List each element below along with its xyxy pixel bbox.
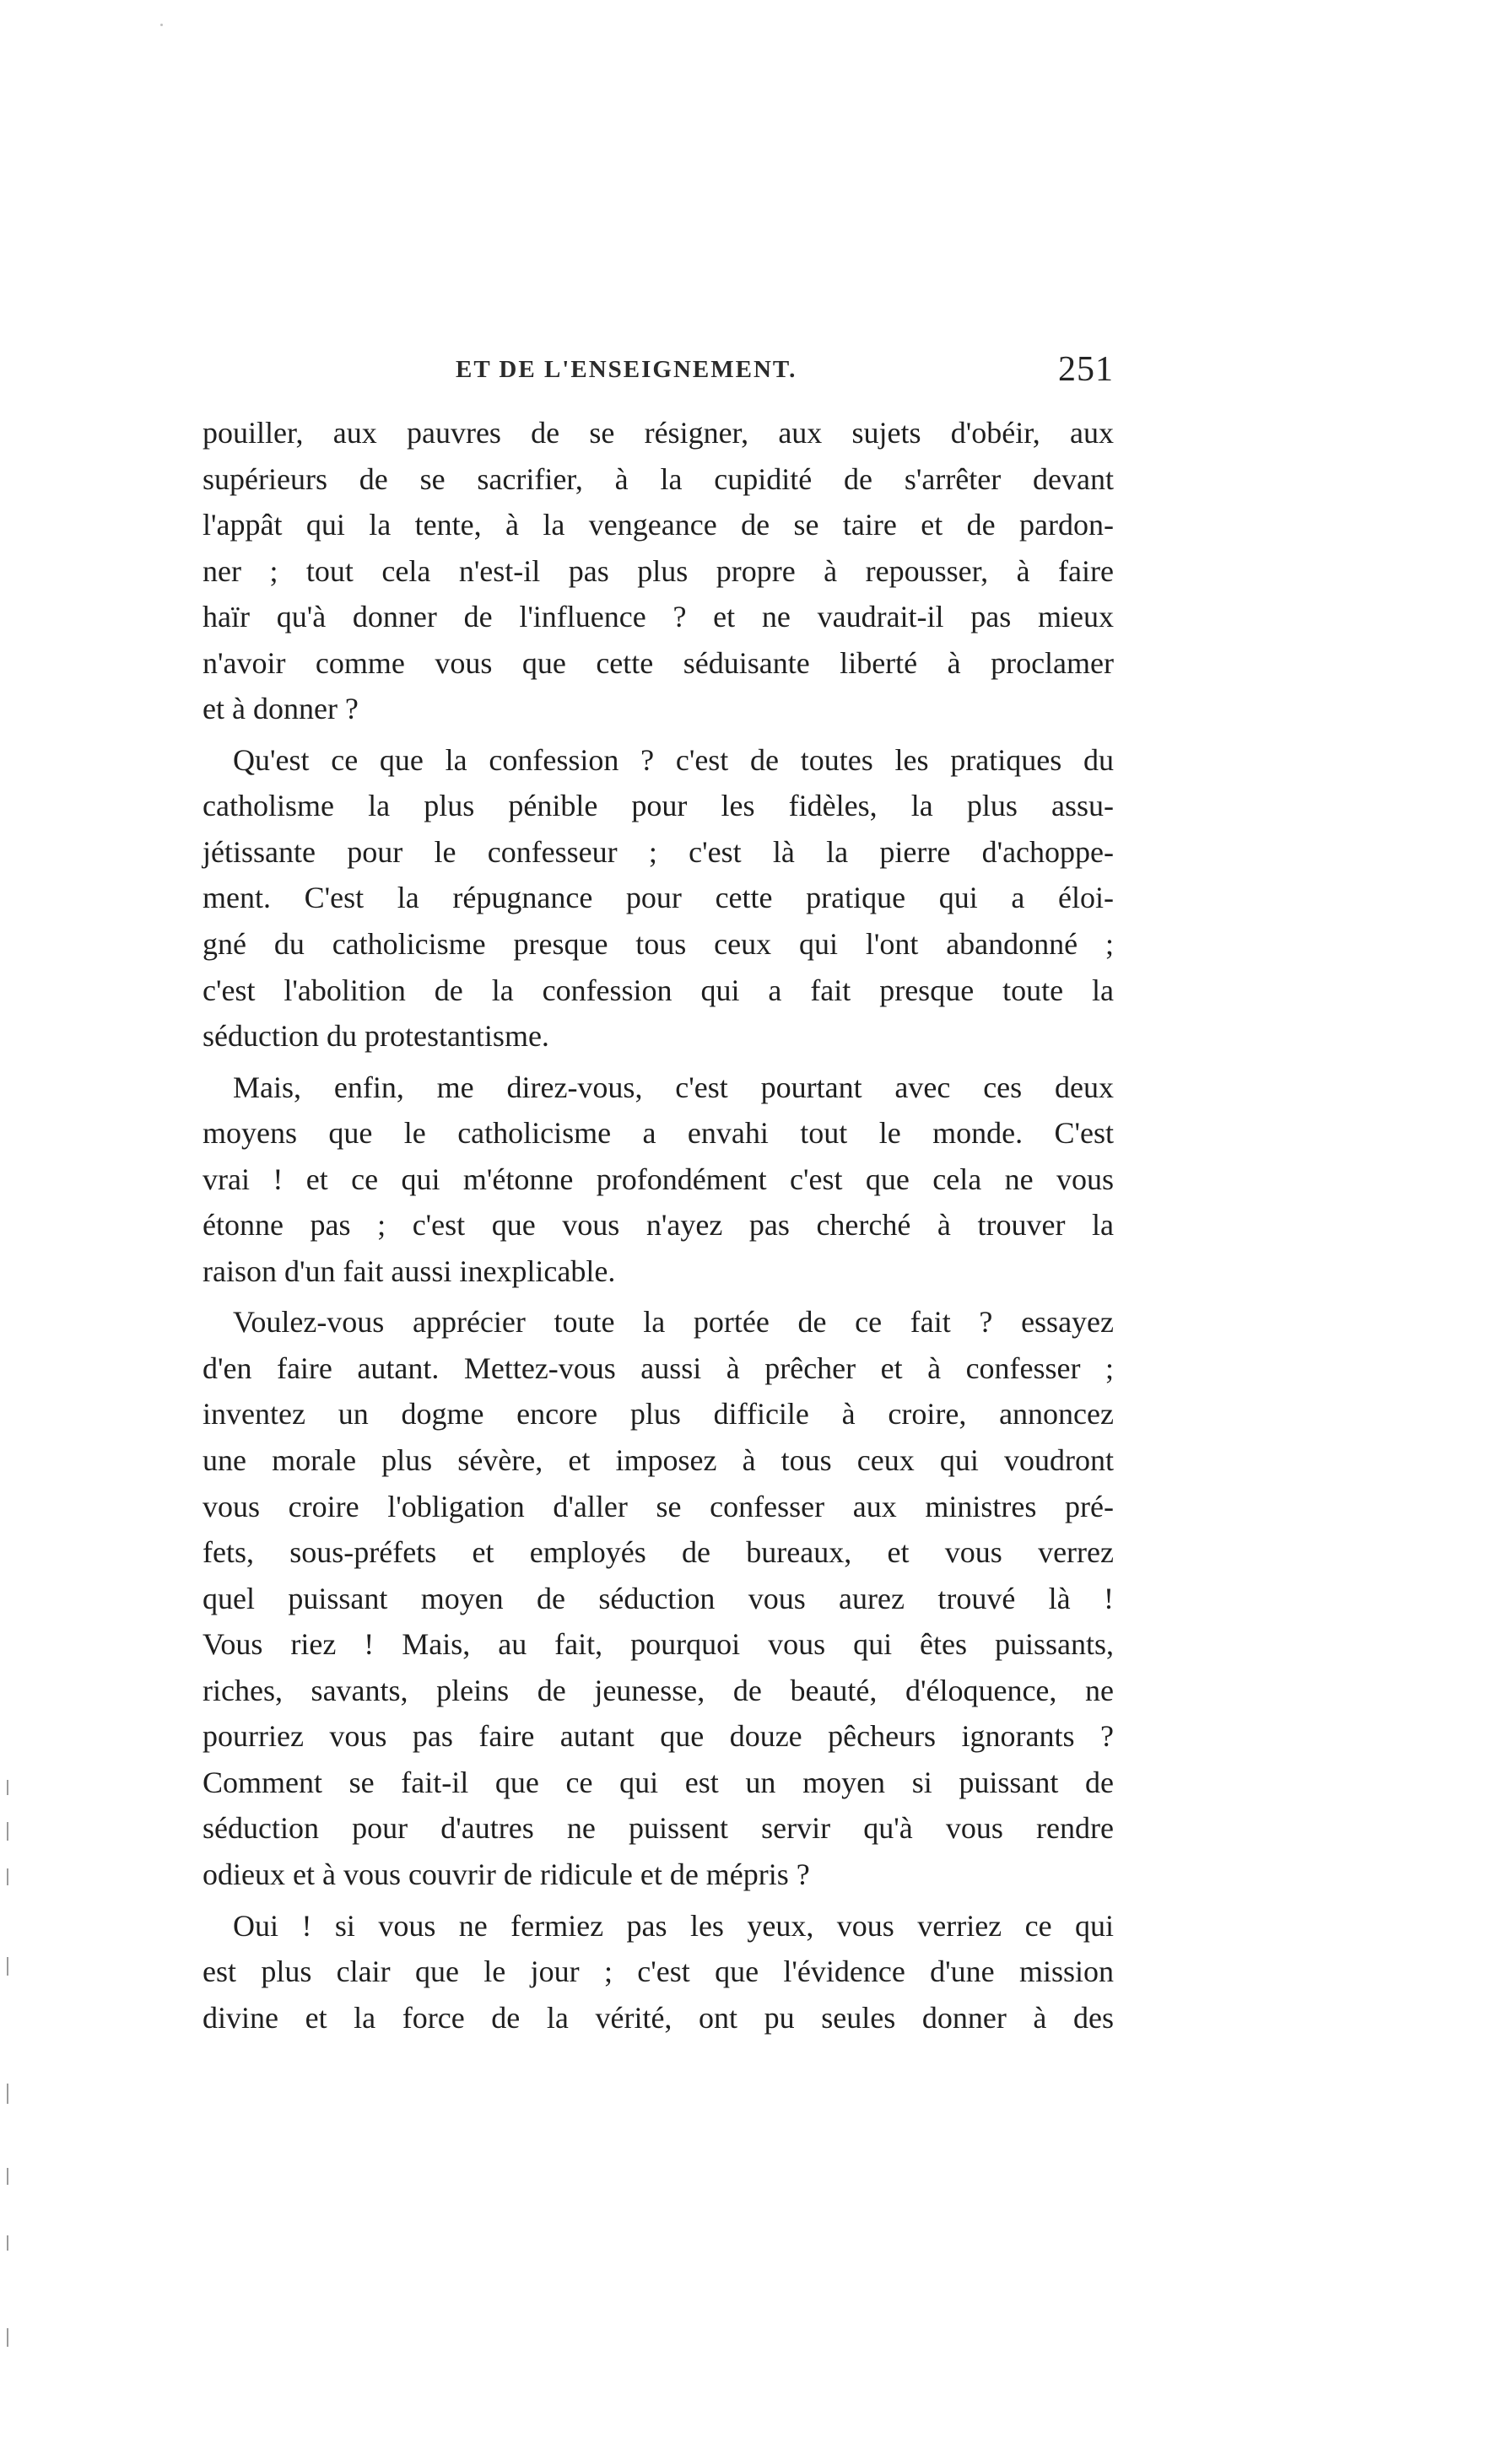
text-line: et à donner ? bbox=[203, 692, 359, 726]
text-line: pourriez vous pas faire autant que douze pêcheurs ignorants ? bbox=[203, 1719, 1114, 1754]
gutter-tick bbox=[7, 2168, 8, 2185]
text-line: gné du catholicisme presque tous ceux qui l'ont abandonné ; bbox=[203, 927, 1114, 962]
gutter-marks bbox=[0, 1729, 17, 2387]
text-line: étonne pas ; c'est que vous n'ayez pas cherché à trouver la bbox=[203, 1208, 1114, 1243]
text-line: riches, savants, pleins de jeunesse, de beauté, d'éloquence, ne bbox=[203, 1673, 1114, 1707]
text-line: séduction pour d'autres ne puissent servir qu'à vous rendre bbox=[203, 1811, 1114, 1846]
paragraph-5 bbox=[203, 1903, 1114, 2041]
gutter-tick bbox=[7, 2328, 8, 2347]
paragraph-4 bbox=[203, 1299, 1114, 1897]
paragraph-3 bbox=[203, 1065, 1114, 1295]
text-line: haïr qu'à donner de l'influence ? et ne vaudrait-il pas mieux bbox=[203, 600, 1114, 634]
text-line: Vous riez ! Mais, au fait, pourquoi vous qui êtes puissants, bbox=[203, 1627, 1114, 1662]
running-title: ET DE L'ENSEIGNEMENT. bbox=[456, 356, 797, 383]
gutter-tick bbox=[7, 1957, 8, 1976]
text-line: inventez un dogme encore plus difficile à croire, annoncez bbox=[203, 1397, 1114, 1431]
text-line: moyens que le catholicisme a envahi tout le monde. C'est bbox=[203, 1116, 1114, 1151]
text-line: vous croire l'obligation d'aller se confesser aux ministres pré- bbox=[203, 1489, 1114, 1523]
gutter-tick bbox=[7, 2235, 8, 2251]
gutter-tick bbox=[7, 1868, 8, 1885]
text-line: Voulez-vous apprécier toute la portée de ce fait ? essayez bbox=[233, 1305, 1114, 1340]
paragraph-2 bbox=[203, 737, 1114, 1059]
text-line: ner ; tout cela n'est-il pas plus propre à repousser, à faire bbox=[203, 553, 1114, 588]
paragraph-1 bbox=[203, 410, 1114, 732]
text-line: odieux et à vous couvrir de ridicule et de mépris ? bbox=[203, 1857, 810, 1891]
text-line: vrai ! et ce qui m'étonne profondément c'est que cela ne vous bbox=[203, 1162, 1114, 1196]
gutter-tick bbox=[7, 2084, 8, 2104]
text-line: supérieurs de se sacrifier, à la cupidité de s'arrêter devant bbox=[203, 461, 1114, 496]
text-line: jétissante pour le confesseur ; c'est là la pierre d'achoppe- bbox=[203, 834, 1114, 869]
running-head bbox=[203, 349, 1114, 400]
text-line: pouiller, aux pauvres de se résigner, aux sujets d'obéir, aux bbox=[203, 416, 1114, 450]
text-line: l'appât qui la tente, à la vengeance de se taire et de pardon- bbox=[203, 508, 1114, 542]
text-line: Oui ! si vous ne fermiez pas les yeux, vous verriez ce qui bbox=[233, 1908, 1114, 1943]
text-line: Qu'est ce que la confession ? c'est de toutes les pratiques du bbox=[233, 742, 1114, 777]
text-line: raison d'un fait aussi inexplicable. bbox=[203, 1254, 616, 1288]
text-line: Comment se fait-il que ce qui est un moyen si puissant de bbox=[203, 1765, 1114, 1799]
text-line: Mais, enfin, me direz-vous, c'est pourtant avec ces deux bbox=[233, 1070, 1114, 1104]
gutter-tick bbox=[7, 1780, 8, 1795]
text-line: n'avoir comme vous que cette séduisante liberté à proclamer bbox=[203, 645, 1114, 680]
text-line: c'est l'abolition de la confession qui a fait presque toute la bbox=[203, 973, 1114, 1007]
text-line: une morale plus sévère, et imposez à tous ceux qui voudront bbox=[203, 1443, 1114, 1478]
gutter-tick bbox=[7, 1822, 8, 1841]
page-number: 251 bbox=[1058, 350, 1114, 389]
text-line: fets, sous-préfets et employés de bureaux, et vous verrez bbox=[203, 1535, 1114, 1570]
text-line: catholisme la plus pénible pour les fidèles, la plus assu- bbox=[203, 789, 1114, 823]
text-line: quel puissant moyen de séduction vous aurez trouvé là ! bbox=[203, 1581, 1114, 1615]
text-line: ment. C'est la répugnance pour cette pratique qui a éloi- bbox=[203, 881, 1114, 915]
body-text bbox=[203, 410, 1114, 2046]
paper-speck bbox=[160, 24, 163, 26]
text-line: d'en faire autant. Mettez-vous aussi à prêcher et à confesser ; bbox=[203, 1351, 1114, 1385]
text-line: divine et la force de la vérité, ont pu seules donner à des bbox=[203, 2000, 1114, 2035]
text-line: séduction du protestantisme. bbox=[203, 1019, 549, 1054]
text-line: est plus clair que le jour ; c'est que l'évidence d'une mission bbox=[203, 1954, 1114, 1989]
